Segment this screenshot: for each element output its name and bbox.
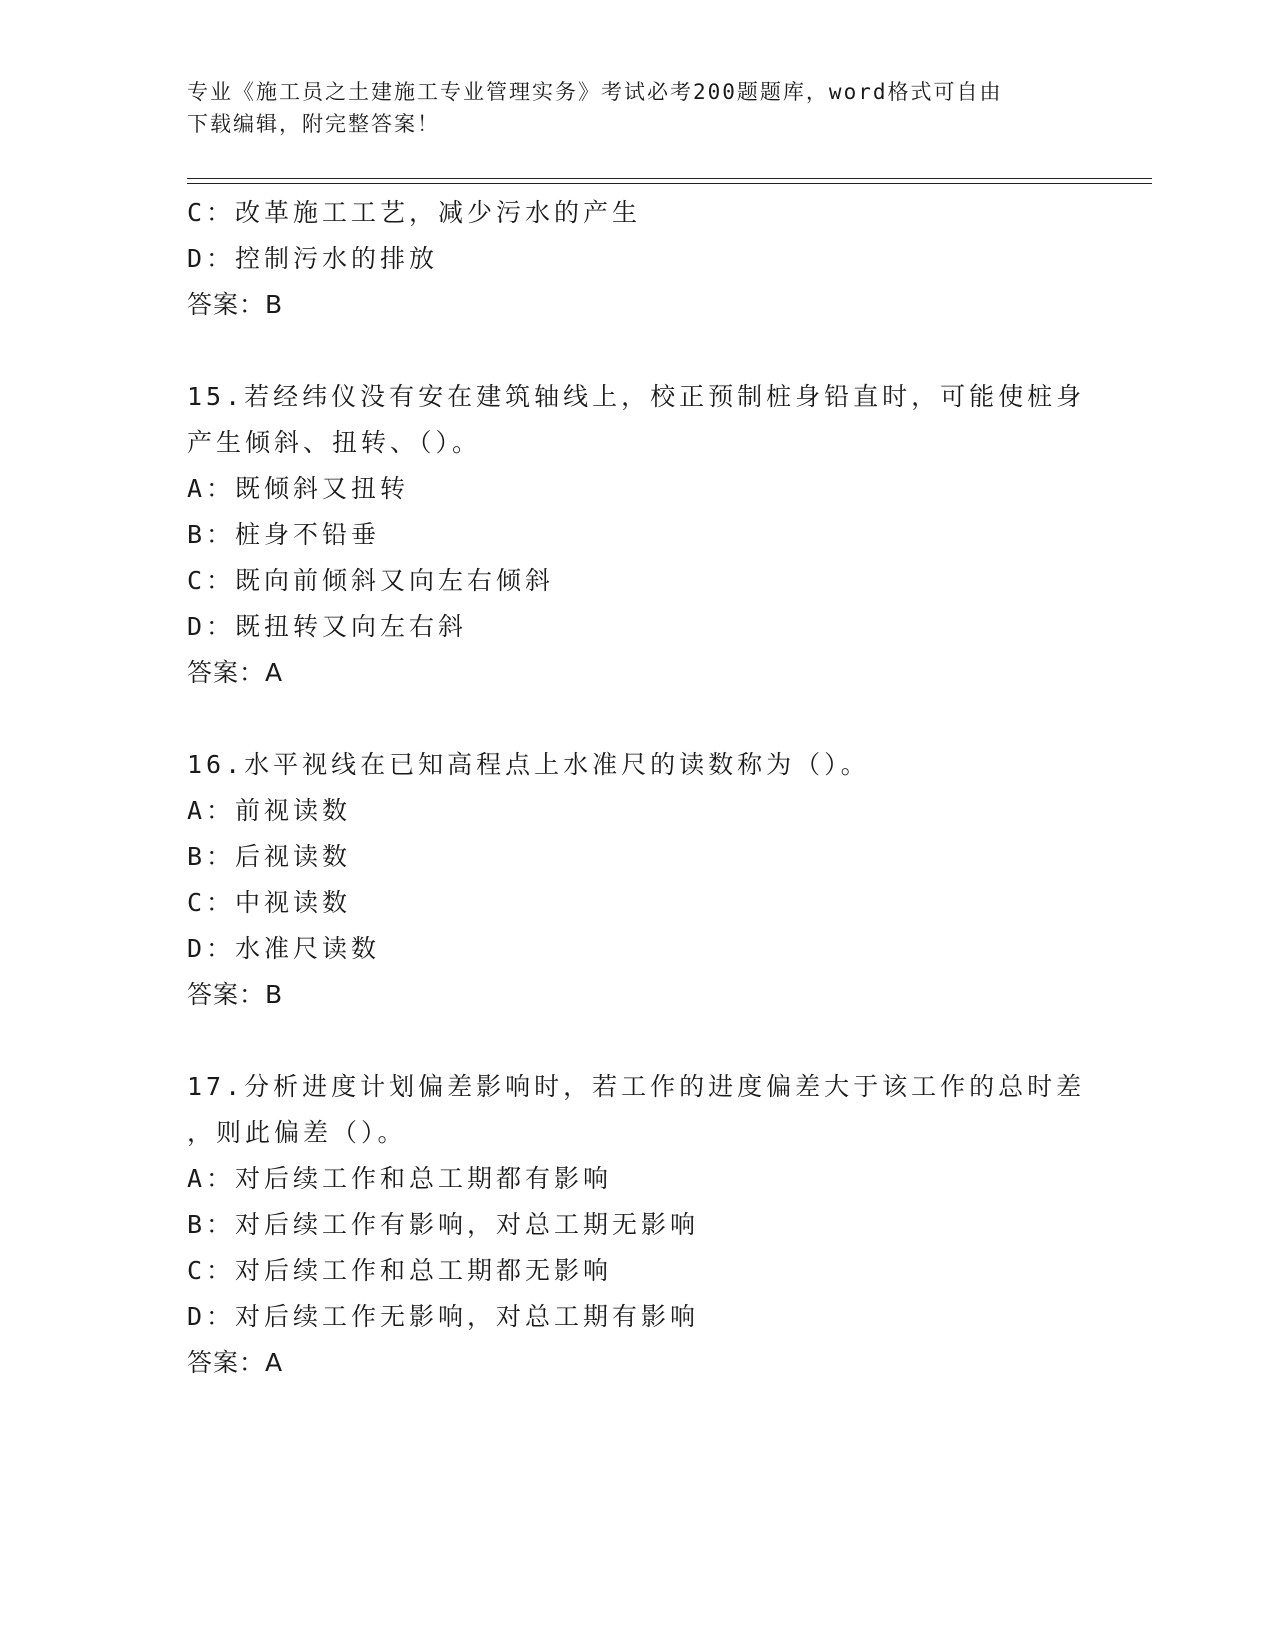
option-a: A：对后续工作和总工期都有影响 xyxy=(187,1164,613,1193)
question-15 xyxy=(187,374,1087,696)
document-header xyxy=(187,76,1087,140)
option-a: A：前视读数 xyxy=(187,796,352,825)
question-list xyxy=(187,190,1087,1386)
answer: 答案：A xyxy=(187,658,284,687)
option-c: C：对后续工作和总工期都无影响 xyxy=(187,1256,613,1285)
option-c: C：中视读数 xyxy=(187,888,352,917)
option-d: D：既扭转又向左右斜 xyxy=(187,612,468,641)
spacer xyxy=(187,696,1087,742)
header-line-2: 下载编辑，附完整答案！ xyxy=(187,112,440,136)
option-c: C：改革施工工艺，减少污水的产生 xyxy=(187,198,642,227)
question-16 xyxy=(187,742,1087,1018)
question-stem: 17.分析进度计划偏差影响时，若工作的进度偏差大于该工作的总时差 xyxy=(187,1072,1086,1101)
question-stem: 产生倾斜、扭转、（）。 xyxy=(187,428,482,457)
option-d: D：对后续工作无影响，对总工期有影响 xyxy=(187,1302,700,1331)
spacer xyxy=(187,328,1087,374)
spacer xyxy=(187,1018,1087,1064)
header-divider-bottom xyxy=(187,183,1152,184)
option-a: A：既倾斜又扭转 xyxy=(187,474,410,503)
option-b: B：桩身不铅垂 xyxy=(187,520,381,549)
question-stem: 16.水平视线在已知高程点上水准尺的读数称为（）。 xyxy=(187,750,870,779)
header-line-1: 专业《施工员之土建施工专业管理实务》考试必考200题题库，word格式可自由 xyxy=(187,80,1003,104)
prev-question xyxy=(187,190,1087,328)
answer: 答案：B xyxy=(187,980,284,1009)
option-c: C：既向前倾斜又向左右倾斜 xyxy=(187,566,555,595)
question-17 xyxy=(187,1064,1087,1386)
option-b: B：对后续工作有影响，对总工期无影响 xyxy=(187,1210,700,1239)
header-divider-top xyxy=(187,178,1152,179)
answer: 答案：B xyxy=(187,290,284,319)
question-stem: 15.若经纬仪没有安在建筑轴线上，校正预制桩身铅直时，可能使桩身 xyxy=(187,382,1086,411)
option-d: D：水准尺读数 xyxy=(187,934,381,963)
option-b: B：后视读数 xyxy=(187,842,352,871)
answer: 答案：A xyxy=(187,1348,284,1377)
question-stem: ，则此偏差（）。 xyxy=(187,1118,407,1147)
option-d: D：控制污水的排放 xyxy=(187,244,439,273)
